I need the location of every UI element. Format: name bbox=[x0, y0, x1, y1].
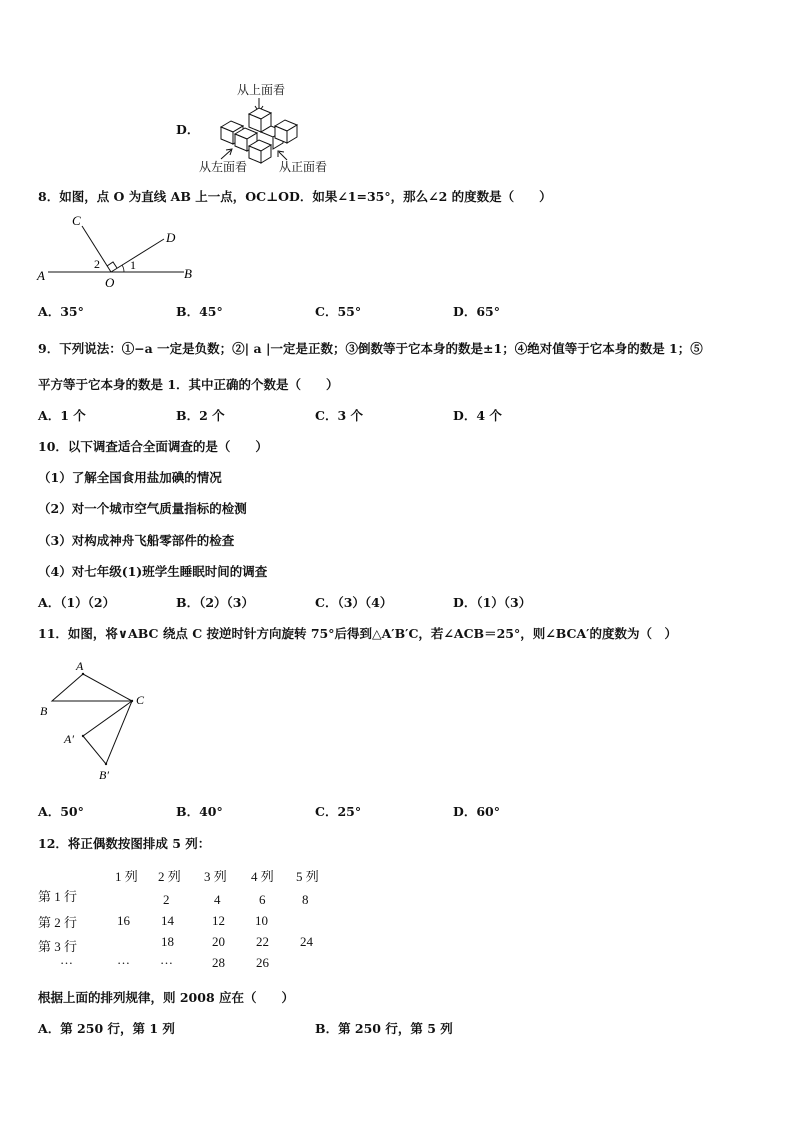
fig-label-b-prime: B′ bbox=[99, 768, 109, 782]
cell-r1c2: 2 bbox=[163, 892, 170, 907]
triangle-abc bbox=[52, 674, 132, 701]
fig-label-d: D bbox=[166, 230, 176, 245]
cell-r1c5: 8 bbox=[302, 892, 309, 907]
q10-item-2: （2）对一个城市空气质量指标的检测 bbox=[38, 501, 247, 516]
fig-label-o: O bbox=[105, 275, 115, 290]
q8-figure bbox=[34, 212, 204, 290]
q10-option-b[interactable]: B．（2）（3） bbox=[176, 595, 254, 610]
q8-option-a[interactable]: A．35° bbox=[38, 304, 84, 319]
q10-option-c[interactable]: C．（3）（4） bbox=[315, 595, 393, 610]
q9-option-d[interactable]: D．4 个 bbox=[453, 408, 502, 423]
cell-r4c1: … bbox=[117, 952, 130, 967]
label-left-view: 从左面看 bbox=[199, 160, 248, 174]
arrow-front bbox=[279, 152, 287, 160]
cell-r2c4: 10 bbox=[255, 913, 268, 928]
q9-stem-line2: 平方等于它本身的数是 1．其中正确的个数是（ ） bbox=[38, 377, 339, 392]
q9-option-b[interactable]: B．2 个 bbox=[176, 408, 225, 423]
cell-r4c4: 26 bbox=[256, 955, 269, 970]
triangle-a1b1c bbox=[83, 701, 132, 764]
q10-option-d[interactable]: D．（1）（3） bbox=[453, 595, 532, 610]
row-label-2: 第 2 行 bbox=[38, 915, 78, 930]
fig-label-b: B bbox=[40, 704, 48, 718]
q10-stem: 10．以下调查适合全面调查的是（ ） bbox=[38, 439, 268, 454]
cell-r2c3: 12 bbox=[212, 913, 225, 928]
cell-r3c4: 22 bbox=[256, 934, 269, 949]
q11-option-b[interactable]: B．40° bbox=[176, 804, 223, 819]
fig-label-b: B bbox=[184, 266, 192, 281]
q11-stem: 11．如图，将∨ABC 绕点 C 按逆时针方向旋转 75°后得到△A′B′C，若∠ACB＝25°，则∠BCA′的度数为（ ） bbox=[38, 626, 677, 641]
cell-r1c4: 6 bbox=[259, 892, 266, 907]
cell-r2c2: 14 bbox=[161, 913, 174, 928]
fig-label-2: 2 bbox=[94, 257, 100, 271]
q11-figure bbox=[36, 656, 166, 786]
q12-stem: 12．将正偶数按图排成 5 列： bbox=[38, 836, 211, 851]
q8-option-b[interactable]: B．45° bbox=[176, 304, 223, 319]
q11-option-d[interactable]: D．60° bbox=[453, 804, 500, 819]
label-top-view: 从上面看 bbox=[237, 83, 286, 97]
fig-label-c: C bbox=[72, 213, 81, 228]
q9-stem-line1: 9．下列说法：①−a 一定是负数；②| a |一定是正数；③倒数等于它本身的数是±1；④绝对值等于它本身的数是 1；⑤ bbox=[38, 341, 703, 356]
col-header-5: 5 列 bbox=[296, 869, 319, 884]
q10-item-1: （1）了解全国食用盐加碘的情况 bbox=[38, 470, 222, 485]
col-header-3: 3 列 bbox=[204, 869, 227, 884]
col-header-1: 1 列 bbox=[115, 869, 138, 884]
q10-option-a[interactable]: A．（1）（2） bbox=[38, 595, 116, 610]
angle-1-arc bbox=[122, 265, 124, 272]
q8-stem: 8．如图，点 O 为直线 AB 上一点，OC⊥OD．如果∠1=35°，那么∠2 的度数是（ ） bbox=[38, 189, 552, 204]
q7-cube-figure bbox=[195, 80, 345, 175]
cell-r3c5: 24 bbox=[300, 934, 313, 949]
row-label-1: 第 1 行 bbox=[38, 889, 78, 904]
q10-item-4: （4）对七年级(1)班学生睡眠时间的调查 bbox=[38, 564, 268, 579]
label-front-view: 从正面看 bbox=[279, 160, 328, 174]
cell-r2c1: 16 bbox=[117, 913, 130, 928]
fig-label-a: A bbox=[37, 268, 45, 283]
q8-option-c[interactable]: C．55° bbox=[315, 304, 362, 319]
ray-od bbox=[111, 239, 164, 272]
row-label-3: 第 3 行 bbox=[38, 939, 78, 954]
q11-option-a[interactable]: A．50° bbox=[38, 804, 84, 819]
q7-option-d-label: D． bbox=[176, 122, 200, 137]
q12-question: 根据上面的排列规律，则 2008 应在（ ） bbox=[38, 990, 294, 1005]
q10-item-3: （3）对构成神舟飞船零部件的检查 bbox=[38, 533, 235, 548]
fig-label-a-prime: A′ bbox=[64, 732, 74, 746]
fig-label-1: 1 bbox=[130, 258, 136, 272]
row-label-ellipsis: … bbox=[60, 952, 73, 967]
q12-option-a[interactable]: A．第 250 行，第 1 列 bbox=[38, 1021, 175, 1036]
q11-option-c[interactable]: C．25° bbox=[315, 804, 362, 819]
arrow-left bbox=[221, 150, 231, 159]
col-header-4: 4 列 bbox=[251, 869, 274, 884]
col-header-2: 2 列 bbox=[158, 869, 181, 884]
q9-option-c[interactable]: C．3 个 bbox=[315, 408, 363, 423]
fig-label-a: A bbox=[76, 659, 84, 673]
q9-option-a[interactable]: A．1 个 bbox=[38, 408, 86, 423]
cubes bbox=[221, 108, 297, 163]
fig-label-c: C bbox=[136, 693, 145, 707]
q8-option-d[interactable]: D．65° bbox=[453, 304, 500, 319]
q12-option-b[interactable]: B．第 250 行，第 5 列 bbox=[315, 1021, 453, 1036]
cell-r3c3: 20 bbox=[212, 934, 225, 949]
cell-r3c2: 18 bbox=[161, 934, 174, 949]
cell-r4c3: 28 bbox=[212, 955, 225, 970]
cell-r4c2: … bbox=[160, 952, 173, 967]
cell-r1c3: 4 bbox=[214, 892, 221, 907]
